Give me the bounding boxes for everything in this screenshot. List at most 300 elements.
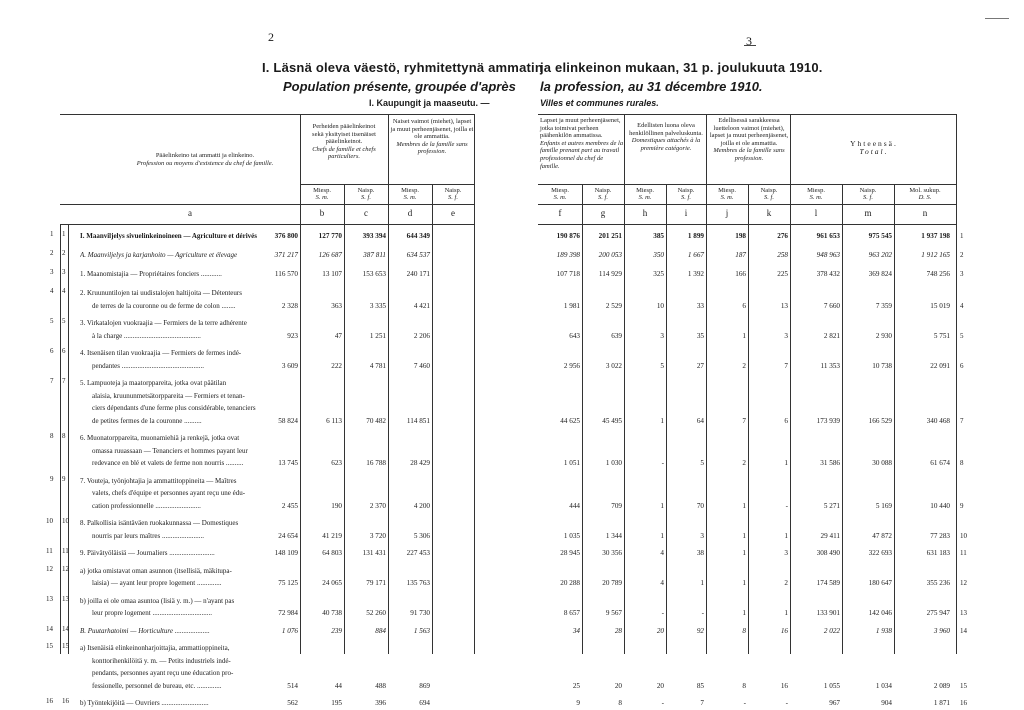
cell-c: 195: [331, 699, 342, 707]
cell-g: 20 789: [602, 579, 622, 587]
left-sex-d-fi: Miesp.: [401, 187, 419, 194]
cell-h: -: [661, 609, 664, 617]
left-head-label: [135, 152, 275, 167]
cell-j: 2: [742, 361, 746, 370]
cell-k: 7: [784, 361, 788, 370]
row-number: 11: [46, 547, 53, 555]
title-right: ja elinkeinon mukaan, 31 p. joulukuuta 1910.: [540, 60, 823, 75]
cell-d: 4 781: [369, 361, 386, 370]
cell-k: 3: [784, 331, 788, 340]
cell-m: 369 824: [868, 270, 892, 278]
right-total-head-fi: Yhteensä.: [850, 139, 898, 148]
cell-m: 975 545: [868, 232, 892, 240]
corner-mark: [985, 18, 1009, 19]
cell-b: 148 109: [274, 549, 298, 557]
right-sex-l: [791, 187, 841, 201]
row-number-inner: 1: [62, 230, 66, 238]
cell-t: 355 236: [926, 579, 950, 587]
cell-h: 3: [660, 331, 664, 340]
cell-t: 77 283: [930, 531, 950, 540]
cell-h: 4: [660, 549, 664, 557]
cell-h: 350: [653, 251, 664, 259]
left-col-b-head-fr: Chefs de famille et chefs particuliers.: [312, 145, 376, 161]
row-label: b) joilla ei ole omaa asuntoa (lisiä y. m.) — n'ayant pas: [80, 596, 235, 605]
cell-g: 9 567: [605, 609, 622, 617]
cell-h: -: [661, 699, 664, 707]
cell-t: 22 091: [930, 361, 950, 370]
cell-h: 1: [660, 501, 664, 510]
row-label: konttorihenkilöitä y. m. — Petits industriels indé-: [92, 656, 231, 665]
cell-f: 28 945: [560, 549, 580, 557]
right-letter-j: j: [725, 208, 729, 218]
left-head-label-fi: Pääelinkeino tai ammatti ja elinkeino.: [155, 152, 255, 159]
cell-i: 85: [696, 681, 704, 690]
cell-j: 198: [735, 232, 746, 240]
right-row-number: 16: [960, 699, 967, 707]
row-label: 2. Kruununtilojen tai uudistalojen haltijoita — Détenteurs: [80, 289, 242, 297]
cell-d: 1 251: [369, 331, 386, 340]
cell-e: 1 563: [413, 626, 430, 635]
cell-t: 2 089: [933, 681, 950, 690]
cell-c: 13 107: [322, 270, 342, 278]
cell-c: 127 770: [318, 232, 342, 240]
right-row-number: 2: [960, 251, 964, 259]
right-sex-j-fi: Miesp.: [718, 187, 736, 194]
cell-c: 40 738: [322, 609, 342, 617]
right-row-number: 13: [960, 609, 967, 617]
right-sex-m-fi: Naisp.: [859, 187, 877, 194]
right-letter-n: n: [922, 208, 928, 218]
row-number-inner: 16: [62, 697, 69, 705]
left-sex-d-fr: S. m.: [403, 194, 417, 201]
cell-f: 190 876: [556, 232, 580, 240]
left-col-b-head-fi: Perheiden pääelinkeinot: [312, 123, 376, 130]
cell-b: 72 984: [278, 609, 298, 617]
cell-i: 38: [696, 549, 704, 557]
row-label: laisia) — ayant leur propre logement ..............: [92, 579, 222, 587]
row-number: 9: [50, 474, 54, 483]
cell-l: 1 055: [823, 681, 840, 690]
cell-c: 41 219: [322, 531, 342, 540]
cell-j: 1: [742, 501, 746, 510]
row-label: 8. Palkollisia isäntäväen ruokakunnassa — Domestiques: [80, 519, 239, 527]
cell-f: 44 625: [560, 416, 580, 425]
cell-m: 1 034: [875, 681, 892, 690]
cell-g: 1 344: [605, 531, 622, 540]
cell-b: 116 570: [274, 270, 298, 278]
cell-g: 200 053: [598, 251, 622, 259]
right-row-number: 14: [960, 626, 967, 635]
right-sex-m-fr: S. f.: [863, 194, 873, 201]
right-table-right-line: [956, 114, 957, 654]
row-label: redevance en blé et valets de ferme non nourris ..........: [92, 459, 244, 467]
right-col-h-head-fi: Edellisten luona oleva henkilöllinen palveluskunta.: [629, 122, 703, 137]
cell-m: 5 169: [875, 501, 892, 510]
row-label: valets, chefs d'équipe et personnes ayant reçu une édu-: [92, 489, 246, 497]
cell-m: 10 738: [872, 361, 892, 370]
right-sex-f-fi: Miesp.: [551, 187, 569, 194]
cell-i: 35: [696, 331, 704, 340]
row-number: 7: [50, 377, 54, 385]
left-sex-c: [345, 187, 387, 201]
cell-m: 30 088: [872, 459, 892, 467]
cell-b: 562: [287, 699, 298, 707]
cell-h: 4: [660, 579, 664, 587]
cell-t: 61 674: [930, 459, 950, 467]
row-label: de petites fermes de la couronne ..........: [92, 416, 202, 425]
row-number-inner: 15: [62, 642, 69, 650]
cell-k: -: [785, 699, 788, 707]
cell-t: 10 440: [930, 501, 950, 510]
row-number-inner: 10: [62, 517, 69, 525]
cell-f: 2 956: [563, 361, 580, 370]
row-label: pendants, personnes ayant reçu une éducation pro-: [92, 669, 234, 677]
right-col-j-head: [708, 117, 790, 163]
cell-h: 325: [653, 270, 664, 278]
cell-b: 3 609: [281, 361, 298, 370]
cell-l: 948 963: [816, 251, 840, 259]
left-sex-rule: [300, 184, 474, 185]
row-number-inner: 11: [62, 547, 69, 555]
left-rownum-line: [60, 224, 61, 654]
row-label: de terres de la couronne ou de ferme de colon ........: [92, 301, 236, 310]
cell-h: 1: [660, 416, 664, 425]
row-label: fessionelle, personnel de bureau, etc. ..............: [92, 681, 222, 690]
page-number-right: 3: [746, 34, 752, 48]
cell-m: 47 872: [872, 531, 892, 540]
cell-e: 694: [419, 699, 430, 707]
left-head-label-fr: Profession ou moyens d'existence du chef de famille.: [136, 159, 274, 167]
cell-j: 1: [742, 609, 746, 617]
cell-b: 2 328: [281, 301, 298, 310]
cell-c: 623: [331, 459, 342, 467]
cell-c: 363: [331, 301, 342, 310]
right-col-f-head-fr: Enfants et autres membres de la famille prenant part au travail professionnel du chef de famille.: [540, 139, 624, 170]
subtitle-right: Villes et communes rurales.: [540, 98, 659, 108]
cell-d: 393 394: [362, 232, 386, 240]
cell-k: 1: [784, 459, 788, 467]
cell-k: 13: [780, 301, 788, 310]
cell-e: 91 730: [410, 609, 430, 617]
cell-l: 308 490: [816, 549, 840, 557]
title-left: I. Läsnä oleva väestö, ryhmitettynä ammatin: [262, 60, 543, 75]
cell-e: 227 453: [406, 549, 430, 557]
left-sex-b-fi: Miesp.: [313, 187, 331, 194]
cell-b: 24 654: [278, 531, 298, 540]
cell-j: 6: [742, 301, 746, 310]
cell-g: 20: [614, 681, 622, 690]
cell-e: 2 206: [413, 331, 430, 340]
left-letter-d: d: [407, 208, 413, 218]
right-sex-j-fr: S. m.: [720, 194, 734, 201]
row-label: a) jotka omistavat oman asunnon (itsellisiä, mäkitupa-: [80, 566, 232, 575]
cell-i: 92: [696, 626, 704, 635]
cell-k: 276: [777, 232, 788, 240]
row-label: b) Työntekijöitä — Ouvriers ...........................: [80, 699, 209, 707]
cell-c: 64 803: [322, 549, 342, 557]
left-col-b-head-fi2: sekä yksityiset itsenäiset pääelinkeinot.: [312, 130, 376, 146]
right-sex-k: [749, 187, 789, 201]
left-rownum-line-2: [68, 224, 69, 654]
left-col-c-line: [344, 184, 345, 654]
cell-l: 7 660: [823, 301, 840, 310]
cell-d: 488: [375, 681, 386, 690]
cell-l: 174 589: [816, 579, 840, 587]
right-row-number: 5: [960, 331, 964, 340]
left-sex-d: [389, 187, 431, 201]
cell-g: 709: [611, 501, 622, 510]
left-col-b-head: [302, 123, 386, 161]
cell-f: 1 051: [563, 459, 580, 467]
row-label: 6. Muonatorppareita, muonamiehiä ja renkejä, jotka ovat: [80, 434, 240, 442]
cell-t: 275 947: [926, 609, 950, 617]
cell-i: 64: [696, 416, 704, 425]
right-row-number: 3: [960, 270, 964, 278]
cell-i: 1 667: [687, 251, 704, 259]
right-total-head: [792, 140, 956, 155]
cell-e: 4 200: [413, 501, 430, 510]
cell-b: 923: [287, 331, 298, 340]
cell-d: 884: [375, 626, 386, 635]
cell-g: 8: [618, 699, 622, 707]
left-col-d-head-fr: Membres de la famille sans profession.: [396, 140, 468, 156]
cell-i: 27: [696, 361, 704, 370]
row-label: omassa ruuassaan — Tenanciers et hommes payant leur: [92, 446, 248, 455]
right-sex-k-fr: S. f.: [764, 194, 774, 201]
cell-j: 1: [742, 549, 746, 557]
cell-e: 5 306: [413, 531, 430, 540]
right-sex-n-fi: Mol. sukup.: [909, 187, 941, 194]
cell-t: 3 960: [933, 626, 950, 635]
right-total-head-fr: Total.: [859, 146, 889, 156]
page-number-underline: [744, 45, 756, 46]
cell-l: 11 353: [820, 361, 840, 370]
cell-j: 8: [742, 681, 746, 690]
cell-i: 3: [700, 531, 704, 540]
cell-e: 114 851: [406, 416, 430, 425]
cell-c: 239: [331, 626, 342, 635]
right-row-number: 4: [960, 301, 964, 310]
right-sex-h-fr: S. m.: [638, 194, 652, 201]
right-row-number: 6: [960, 361, 964, 370]
cell-c: 47: [334, 331, 342, 340]
row-number: 14: [46, 624, 53, 633]
left-letter-c: c: [364, 208, 368, 218]
cell-d: 2 370: [369, 501, 386, 510]
cell-k: 225: [777, 270, 788, 278]
cell-j: 2: [742, 459, 746, 467]
row-number-inner: 9: [62, 474, 66, 483]
right-sex-h-fi: Miesp.: [636, 187, 654, 194]
cell-k: -: [785, 501, 788, 510]
cell-t: 1 871: [933, 699, 950, 707]
row-number: 4: [50, 287, 54, 295]
left-table-top-rule: [60, 114, 474, 115]
cell-m: 322 693: [868, 549, 892, 557]
cell-l: 173 939: [816, 416, 840, 425]
cell-g: 28: [614, 626, 622, 635]
row-number: 3: [50, 268, 54, 276]
cell-e: 240 171: [406, 270, 430, 278]
left-sex-c-fr: S. f.: [361, 194, 371, 201]
title-right-fr: la profession, au 31 décembre 1910.: [540, 79, 763, 94]
cell-k: 16: [780, 626, 788, 635]
right-sex-i-fr: S. f.: [681, 194, 691, 201]
right-row-number: 7: [960, 416, 964, 425]
right-sex-l-fi: Miesp.: [807, 187, 825, 194]
cell-i: 5: [700, 459, 704, 467]
left-sex-b: [301, 187, 343, 201]
row-number-inner: 8: [62, 432, 66, 440]
right-sex-k-fi: Naisp.: [760, 187, 778, 194]
cell-g: 45 495: [602, 416, 622, 425]
left-letter-b: b: [319, 208, 325, 218]
left-col-d-head-fi: Naiset vaimot (miehet), lapset ja muut perheenjäsenet, joilla ei ole ammattia.: [390, 118, 474, 141]
right-sex-f: [539, 187, 581, 201]
cell-b: 371 217: [274, 251, 298, 259]
right-sex-n-fr: D. S.: [918, 194, 932, 201]
cell-d: 131 431: [362, 549, 386, 557]
cell-c: 44: [334, 681, 342, 690]
cell-t: 340 468: [926, 416, 950, 425]
row-number-inner: 7: [62, 377, 66, 385]
cell-d: 3 720: [369, 531, 386, 540]
cell-l: 2 022: [823, 626, 840, 635]
cell-f: 8 657: [563, 609, 580, 617]
cell-m: 7 359: [875, 301, 892, 310]
cell-f: 444: [569, 501, 580, 510]
row-number: 5: [50, 317, 54, 325]
right-row-number: 15: [960, 681, 967, 690]
cell-j: 1: [742, 531, 746, 540]
right-sex-m: [843, 187, 893, 201]
row-label: nourris par leurs maîtres ........................: [92, 531, 204, 540]
cell-b: 514: [287, 681, 298, 690]
row-number: 2: [50, 249, 54, 257]
right-col-j-head-fi: Edellisessä sarakkeessa luetteloon vaimot (miehet), lapset ja muut perheenjäsenet, joilla ei ole ammattia.: [709, 117, 789, 147]
cell-f: 1 981: [563, 301, 580, 310]
cell-l: 29 411: [820, 531, 840, 540]
row-number-inner: 12: [62, 564, 69, 573]
row-label: leur propre logement ..................................: [92, 609, 212, 617]
cell-l: 967: [829, 699, 840, 707]
cell-k: 1: [784, 531, 788, 540]
row-number: 15: [46, 642, 53, 650]
cell-b: 2 455: [281, 501, 298, 510]
row-label: 1. Maanomistajia — Propriétaires fonciers ............: [80, 270, 222, 278]
row-number-inner: 2: [62, 249, 66, 257]
left-col-e-line: [432, 184, 433, 654]
right-letter-f: f: [558, 208, 562, 218]
right-letter-k: k: [766, 208, 772, 218]
cell-g: 30 356: [602, 549, 622, 557]
right-sex-n: [895, 187, 955, 201]
cell-k: 3: [784, 549, 788, 557]
row-label: cation professionnelle ..........................: [92, 501, 201, 510]
row-label: à la charge ............................................: [92, 331, 201, 340]
cell-b: 13 745: [278, 459, 298, 467]
row-number-inner: 5: [62, 317, 66, 325]
cell-c: 222: [331, 361, 342, 370]
row-label: a) Itsenäisiä elinkeinonharjoittajia, ammattioppineita,: [80, 644, 230, 652]
cell-h: 385: [653, 232, 664, 240]
cell-d: 70 482: [366, 416, 386, 425]
cell-d: 52 260: [366, 609, 386, 617]
cell-b: 58 824: [278, 416, 298, 425]
row-label: ciers dépendants d'une ferme plus considérable, tenanciers: [92, 404, 256, 412]
row-label: pendantes ...............................................: [92, 361, 204, 370]
right-row-number: 8: [960, 459, 964, 467]
cell-g: 3 022: [605, 361, 622, 370]
cell-f: 189 398: [556, 251, 580, 259]
row-label: 3. Virkatalojen vuokraajia — Fermiers de la terre adhérente: [80, 319, 247, 327]
row-number: 13: [46, 594, 53, 603]
cell-h: 10: [656, 301, 664, 310]
cell-m: 963 202: [868, 251, 892, 259]
left-sex-e-fi: Naisp.: [444, 187, 462, 194]
cell-f: 1 035: [563, 531, 580, 540]
cell-j: 1: [742, 331, 746, 340]
row-number-inner: 4: [62, 287, 66, 295]
row-label: I. Maanviljelys sivuelinkeinoineen — Agriculture et dérivés: [80, 232, 258, 240]
cell-l: 2 821: [823, 331, 840, 340]
title-left-fr: Population présente, groupée d'après: [283, 79, 516, 94]
cell-j: 166: [735, 270, 746, 278]
right-sex-i-fi: Naisp.: [677, 187, 695, 194]
row-label: A. Maanviljelys ja karjanhoito — Agriculture et élevage: [80, 251, 238, 259]
cell-t: 631 183: [926, 549, 950, 557]
cell-l: 378 432: [816, 270, 840, 278]
cell-k: 1: [784, 609, 788, 617]
cell-f: 107 718: [556, 270, 580, 278]
cell-t: 748 256: [926, 270, 950, 278]
cell-g: 2 529: [605, 301, 622, 310]
right-col-h-head-fr: Domestiques attachés à la première catégorie.: [631, 137, 701, 152]
cell-d: 387 811: [363, 251, 386, 259]
right-col-f-head: [540, 117, 624, 170]
left-table-letters-rule: [60, 224, 474, 225]
cell-e: 634 537: [406, 251, 430, 259]
cell-e: 7 460: [413, 361, 430, 370]
cell-m: 1 938: [875, 626, 892, 635]
right-sex-j: [707, 187, 747, 201]
row-number-inner: 14: [62, 624, 69, 633]
cell-i: 70: [696, 501, 704, 510]
cell-m: 180 647: [868, 579, 892, 587]
cell-l: 961 653: [816, 232, 840, 240]
cell-j: -: [743, 699, 746, 707]
left-table-header-rule: [60, 204, 474, 205]
row-number: 16: [46, 697, 53, 705]
cell-j: 1: [742, 579, 746, 587]
cell-g: 114 929: [598, 270, 622, 278]
cell-i: -: [701, 609, 704, 617]
cell-b: 75 125: [278, 579, 298, 587]
cell-c: 190: [331, 501, 342, 510]
cell-d: 3 335: [369, 301, 386, 310]
left-col-d-head: [390, 118, 474, 156]
cell-m: 166 529: [868, 416, 892, 425]
right-letter-h: h: [642, 208, 648, 218]
cell-h: 5: [660, 361, 664, 370]
cell-c: 24 065: [322, 579, 342, 587]
cell-h: 20: [656, 626, 664, 635]
row-number-inner: 6: [62, 347, 66, 355]
cell-g: 201 251: [598, 232, 622, 240]
cell-f: 34: [572, 626, 580, 635]
cell-t: 1 912 165: [921, 251, 950, 259]
cell-l: 5 271: [823, 501, 840, 510]
